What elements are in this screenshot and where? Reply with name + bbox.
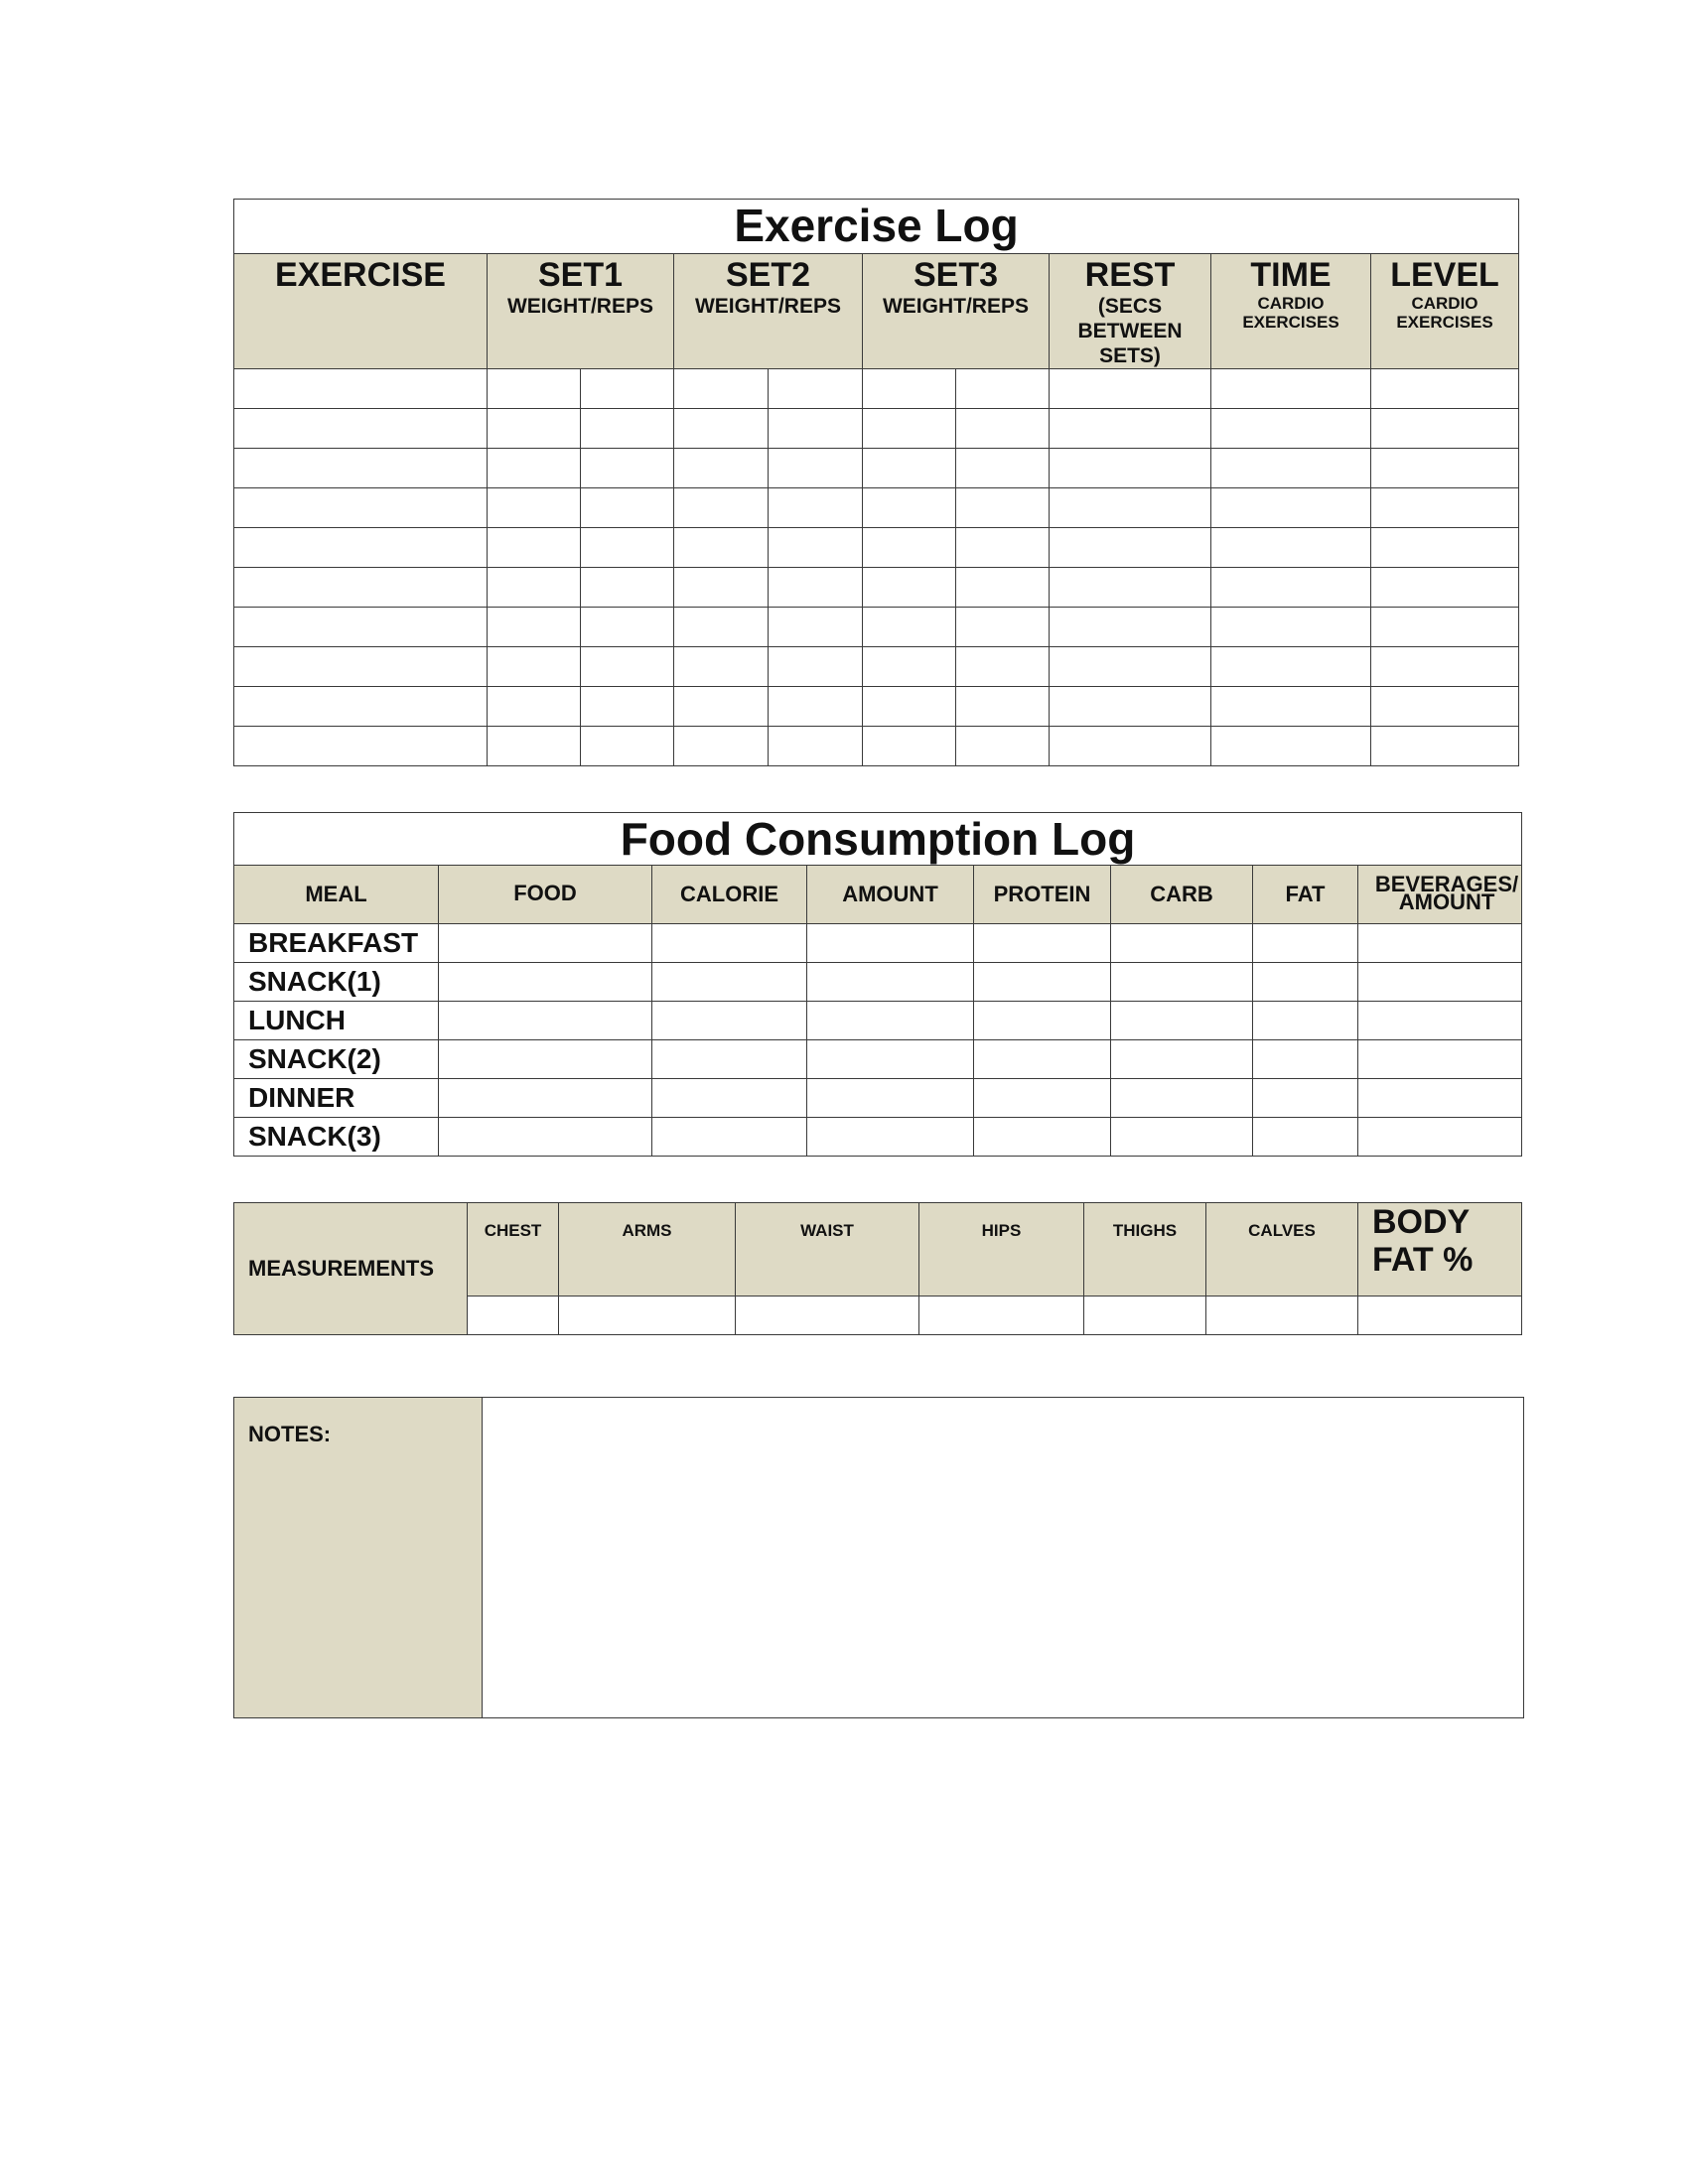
meal-label: LUNCH xyxy=(234,1002,439,1040)
beverages-cell[interactable] xyxy=(1358,924,1522,963)
calorie-cell[interactable] xyxy=(652,924,807,963)
protein-cell[interactable] xyxy=(974,963,1111,1002)
exercise-log-table xyxy=(233,199,1519,766)
food-cell[interactable] xyxy=(439,1040,652,1079)
meal-row xyxy=(234,1079,1522,1118)
fat-cell[interactable] xyxy=(1253,963,1358,1002)
body-fat-field[interactable] xyxy=(1358,1297,1522,1335)
set2-weight-cell[interactable] xyxy=(674,369,769,409)
set3-weight-cell[interactable] xyxy=(863,647,956,687)
food-cell[interactable] xyxy=(439,1002,652,1040)
set3-reps-cell[interactable] xyxy=(956,568,1050,608)
chest-header: CHEST xyxy=(468,1203,559,1297)
set3-weight-cell[interactable] xyxy=(863,409,956,449)
exercise-cell[interactable] xyxy=(234,687,488,727)
set2-weight-cell[interactable] xyxy=(674,409,769,449)
fat-cell[interactable] xyxy=(1253,1040,1358,1079)
set3-weight-cell[interactable] xyxy=(863,369,956,409)
set1-reps-cell[interactable] xyxy=(581,488,674,528)
exercise-row xyxy=(234,687,1519,727)
set3-header xyxy=(863,254,1050,369)
exercise-cell[interactable] xyxy=(234,369,488,409)
food-cell[interactable] xyxy=(439,963,652,1002)
exercise-cell[interactable] xyxy=(234,488,488,528)
exercise-header xyxy=(234,254,488,369)
set1-reps-cell[interactable] xyxy=(581,727,674,766)
carb-header: CARB xyxy=(1111,866,1253,924)
set1-reps-cell[interactable] xyxy=(581,687,674,727)
set2-reps-cell[interactable] xyxy=(769,687,863,727)
time-cell[interactable] xyxy=(1211,687,1371,727)
exercise-row xyxy=(234,568,1519,608)
calorie-cell[interactable] xyxy=(652,1079,807,1118)
chest-field[interactable] xyxy=(468,1297,559,1335)
beverages-cell[interactable] xyxy=(1358,1040,1522,1079)
time-cell[interactable] xyxy=(1211,608,1371,647)
set3-reps-cell[interactable] xyxy=(956,449,1050,488)
measurements-label: MEASUREMENTS xyxy=(234,1203,468,1335)
set3-reps-cell[interactable] xyxy=(956,687,1050,727)
exercise-cell[interactable] xyxy=(234,608,488,647)
time-cell[interactable] xyxy=(1211,488,1371,528)
set3-weight-cell[interactable] xyxy=(863,568,956,608)
amount-cell[interactable] xyxy=(807,1040,974,1079)
exercise-row xyxy=(234,528,1519,568)
set2-weight-cell[interactable] xyxy=(674,647,769,687)
set2-header-sub: WEIGHT/REPS xyxy=(694,295,841,318)
set1-reps-cell[interactable] xyxy=(581,608,674,647)
level-header xyxy=(1371,254,1519,369)
exercise-cell[interactable] xyxy=(234,528,488,568)
set3-reps-cell[interactable] xyxy=(956,647,1050,687)
level-cell[interactable] xyxy=(1371,727,1519,766)
set3-header-sub: WEIGHT/REPS xyxy=(882,295,1029,318)
fat-cell[interactable] xyxy=(1253,1118,1358,1157)
set1-weight-cell[interactable] xyxy=(488,687,581,727)
beverages-cell[interactable] xyxy=(1358,963,1522,1002)
rest-cell[interactable] xyxy=(1050,608,1211,647)
exercise-log-rows xyxy=(234,369,1519,766)
beverages-cell[interactable] xyxy=(1358,1118,1522,1157)
thighs-header: THIGHS xyxy=(1084,1203,1206,1297)
level-cell[interactable] xyxy=(1371,647,1519,687)
notes-field[interactable] xyxy=(483,1398,1524,1718)
set1-header xyxy=(488,254,674,369)
hips-header: HIPS xyxy=(919,1203,1084,1297)
set2-reps-cell[interactable] xyxy=(769,488,863,528)
set2-reps-cell[interactable] xyxy=(769,647,863,687)
protein-cell[interactable] xyxy=(974,1118,1111,1157)
carb-cell[interactable] xyxy=(1111,1079,1253,1118)
level-cell[interactable] xyxy=(1371,687,1519,727)
rest-cell[interactable] xyxy=(1050,369,1211,409)
beverages-cell[interactable] xyxy=(1358,1002,1522,1040)
protein-cell[interactable] xyxy=(974,1040,1111,1079)
calorie-cell[interactable] xyxy=(652,1118,807,1157)
hips-field[interactable] xyxy=(919,1297,1084,1335)
time-header-label: TIME xyxy=(1250,256,1332,294)
level-header-label: LEVEL xyxy=(1390,256,1499,294)
exercise-cell[interactable] xyxy=(234,449,488,488)
meal-row xyxy=(234,1118,1522,1157)
time-cell[interactable] xyxy=(1211,369,1371,409)
rest-cell[interactable] xyxy=(1050,488,1211,528)
beverages-cell[interactable] xyxy=(1358,1079,1522,1118)
exercise-header-label: EXERCISE xyxy=(275,256,446,294)
food-header: FOOD xyxy=(439,866,652,924)
set2-reps-cell[interactable] xyxy=(769,568,863,608)
set3-reps-cell[interactable] xyxy=(956,369,1050,409)
set1-weight-cell[interactable] xyxy=(488,369,581,409)
exercise-row xyxy=(234,449,1519,488)
set2-reps-cell[interactable] xyxy=(769,528,863,568)
carb-cell[interactable] xyxy=(1111,924,1253,963)
exercise-row xyxy=(234,369,1519,409)
calorie-cell[interactable] xyxy=(652,1002,807,1040)
fat-header: FAT xyxy=(1253,866,1358,924)
set1-weight-cell[interactable] xyxy=(488,568,581,608)
amount-cell[interactable] xyxy=(807,1079,974,1118)
arms-header: ARMS xyxy=(559,1203,736,1297)
carb-cell[interactable] xyxy=(1111,963,1253,1002)
calves-field[interactable] xyxy=(1206,1297,1358,1335)
time-header xyxy=(1211,254,1371,369)
carb-cell[interactable] xyxy=(1111,1040,1253,1079)
calorie-header: CALORIE xyxy=(652,866,807,924)
level-cell[interactable] xyxy=(1371,409,1519,449)
exercise-row xyxy=(234,608,1519,647)
notes-table xyxy=(233,1397,1524,1718)
exercise-cell[interactable] xyxy=(234,409,488,449)
set2-reps-cell[interactable] xyxy=(769,369,863,409)
set2-reps-cell[interactable] xyxy=(769,727,863,766)
meal-row xyxy=(234,963,1522,1002)
time-cell[interactable] xyxy=(1211,568,1371,608)
food-cell[interactable] xyxy=(439,924,652,963)
set3-weight-cell[interactable] xyxy=(863,449,956,488)
waist-header: WAIST xyxy=(736,1203,919,1297)
meal-label: BREAKFAST xyxy=(234,924,439,963)
set2-reps-cell[interactable] xyxy=(769,608,863,647)
amount-cell[interactable] xyxy=(807,1118,974,1157)
set3-reps-cell[interactable] xyxy=(956,409,1050,449)
rest-cell[interactable] xyxy=(1050,449,1211,488)
set1-reps-cell[interactable] xyxy=(581,369,674,409)
set2-weight-cell[interactable] xyxy=(674,687,769,727)
protein-cell[interactable] xyxy=(974,1079,1111,1118)
fat-cell[interactable] xyxy=(1253,1002,1358,1040)
rest-header-label: REST xyxy=(1084,256,1176,294)
set2-header-label: SET2 xyxy=(725,256,811,294)
fat-cell[interactable] xyxy=(1253,924,1358,963)
calorie-cell[interactable] xyxy=(652,963,807,1002)
set1-weight-cell[interactable] xyxy=(488,488,581,528)
time-header-sub: CARDIO EXERCISES xyxy=(1242,294,1339,332)
amount-cell[interactable] xyxy=(807,924,974,963)
exercise-cell[interactable] xyxy=(234,647,488,687)
time-cell[interactable] xyxy=(1211,449,1371,488)
set2-header xyxy=(674,254,863,369)
exercise-cell[interactable] xyxy=(234,727,488,766)
time-cell[interactable] xyxy=(1211,727,1371,766)
food-log-table xyxy=(233,812,1522,1157)
calves-header: CALVES xyxy=(1206,1203,1358,1297)
set1-reps-cell[interactable] xyxy=(581,647,674,687)
rest-cell[interactable] xyxy=(1050,409,1211,449)
rest-header-sub: (SECS BETWEEN SETS) xyxy=(1077,295,1183,367)
food-log-rows xyxy=(234,924,1522,1157)
carb-cell[interactable] xyxy=(1111,1002,1253,1040)
level-header-sub: CARDIO EXERCISES xyxy=(1396,294,1493,332)
set2-weight-cell[interactable] xyxy=(674,488,769,528)
thighs-field[interactable] xyxy=(1084,1297,1206,1335)
set1-weight-cell[interactable] xyxy=(488,449,581,488)
set1-weight-cell[interactable] xyxy=(488,409,581,449)
rest-cell[interactable] xyxy=(1050,647,1211,687)
set3-weight-cell[interactable] xyxy=(863,727,956,766)
exercise-cell[interactable] xyxy=(234,568,488,608)
set1-weight-cell[interactable] xyxy=(488,647,581,687)
set3-weight-cell[interactable] xyxy=(863,488,956,528)
amount-cell[interactable] xyxy=(807,1002,974,1040)
set3-reps-cell[interactable] xyxy=(956,608,1050,647)
level-cell[interactable] xyxy=(1371,488,1519,528)
meal-label: DINNER xyxy=(234,1079,439,1118)
meal-label: SNACK(2) xyxy=(234,1040,439,1079)
set2-weight-cell[interactable] xyxy=(674,449,769,488)
rest-cell[interactable] xyxy=(1050,727,1211,766)
set2-weight-cell[interactable] xyxy=(674,528,769,568)
waist-field[interactable] xyxy=(736,1297,919,1335)
arms-field[interactable] xyxy=(559,1297,736,1335)
level-cell[interactable] xyxy=(1371,369,1519,409)
set1-reps-cell[interactable] xyxy=(581,528,674,568)
set3-reps-cell[interactable] xyxy=(956,488,1050,528)
protein-cell[interactable] xyxy=(974,924,1111,963)
meal-header: MEAL xyxy=(234,866,439,924)
rest-cell[interactable] xyxy=(1050,528,1211,568)
food-log-title: Food Consumption Log xyxy=(234,813,1522,866)
meal-row xyxy=(234,1040,1522,1079)
rest-cell[interactable] xyxy=(1050,687,1211,727)
set1-reps-cell[interactable] xyxy=(581,568,674,608)
exercise-log-title: Exercise Log xyxy=(234,200,1519,254)
food-cell[interactable] xyxy=(439,1079,652,1118)
fat-cell[interactable] xyxy=(1253,1079,1358,1118)
time-cell[interactable] xyxy=(1211,647,1371,687)
notes-label: NOTES: xyxy=(234,1398,483,1718)
set3-header-label: SET3 xyxy=(913,256,999,294)
set1-header-sub: WEIGHT/REPS xyxy=(506,295,653,318)
protein-cell[interactable] xyxy=(974,1002,1111,1040)
set3-reps-cell[interactable] xyxy=(956,727,1050,766)
measurements-table xyxy=(233,1202,1522,1335)
set1-reps-cell[interactable] xyxy=(581,409,674,449)
time-cell[interactable] xyxy=(1211,409,1371,449)
exercise-row xyxy=(234,488,1519,528)
set2-reps-cell[interactable] xyxy=(769,409,863,449)
set1-header-label: SET1 xyxy=(537,256,624,294)
body-fat-header: BODY FAT % xyxy=(1358,1203,1522,1297)
amount-cell[interactable] xyxy=(807,963,974,1002)
food-cell[interactable] xyxy=(439,1118,652,1157)
meal-label: SNACK(3) xyxy=(234,1118,439,1157)
exercise-row xyxy=(234,409,1519,449)
set1-weight-cell[interactable] xyxy=(488,608,581,647)
calorie-cell[interactable] xyxy=(652,1040,807,1079)
level-cell[interactable] xyxy=(1371,528,1519,568)
meal-label: SNACK(1) xyxy=(234,963,439,1002)
set2-weight-cell[interactable] xyxy=(674,568,769,608)
meal-row xyxy=(234,1002,1522,1040)
set1-weight-cell[interactable] xyxy=(488,528,581,568)
carb-cell[interactable] xyxy=(1111,1118,1253,1157)
set3-reps-cell[interactable] xyxy=(956,528,1050,568)
level-cell[interactable] xyxy=(1371,608,1519,647)
rest-header xyxy=(1050,254,1211,369)
protein-header: PROTEIN xyxy=(974,866,1111,924)
meal-row xyxy=(234,924,1522,963)
set1-reps-cell[interactable] xyxy=(581,449,674,488)
set3-weight-cell[interactable] xyxy=(863,528,956,568)
set3-weight-cell[interactable] xyxy=(863,608,956,647)
exercise-row xyxy=(234,647,1519,687)
time-cell[interactable] xyxy=(1211,528,1371,568)
set2-reps-cell[interactable] xyxy=(769,449,863,488)
level-cell[interactable] xyxy=(1371,449,1519,488)
beverages-header: BEVERAGES/ AMOUNT xyxy=(1358,866,1522,924)
exercise-row xyxy=(234,727,1519,766)
set3-weight-cell[interactable] xyxy=(863,687,956,727)
set2-weight-cell[interactable] xyxy=(674,608,769,647)
rest-cell[interactable] xyxy=(1050,568,1211,608)
set2-weight-cell[interactable] xyxy=(674,727,769,766)
set1-weight-cell[interactable] xyxy=(488,727,581,766)
amount-header: AMOUNT xyxy=(807,866,974,924)
level-cell[interactable] xyxy=(1371,568,1519,608)
